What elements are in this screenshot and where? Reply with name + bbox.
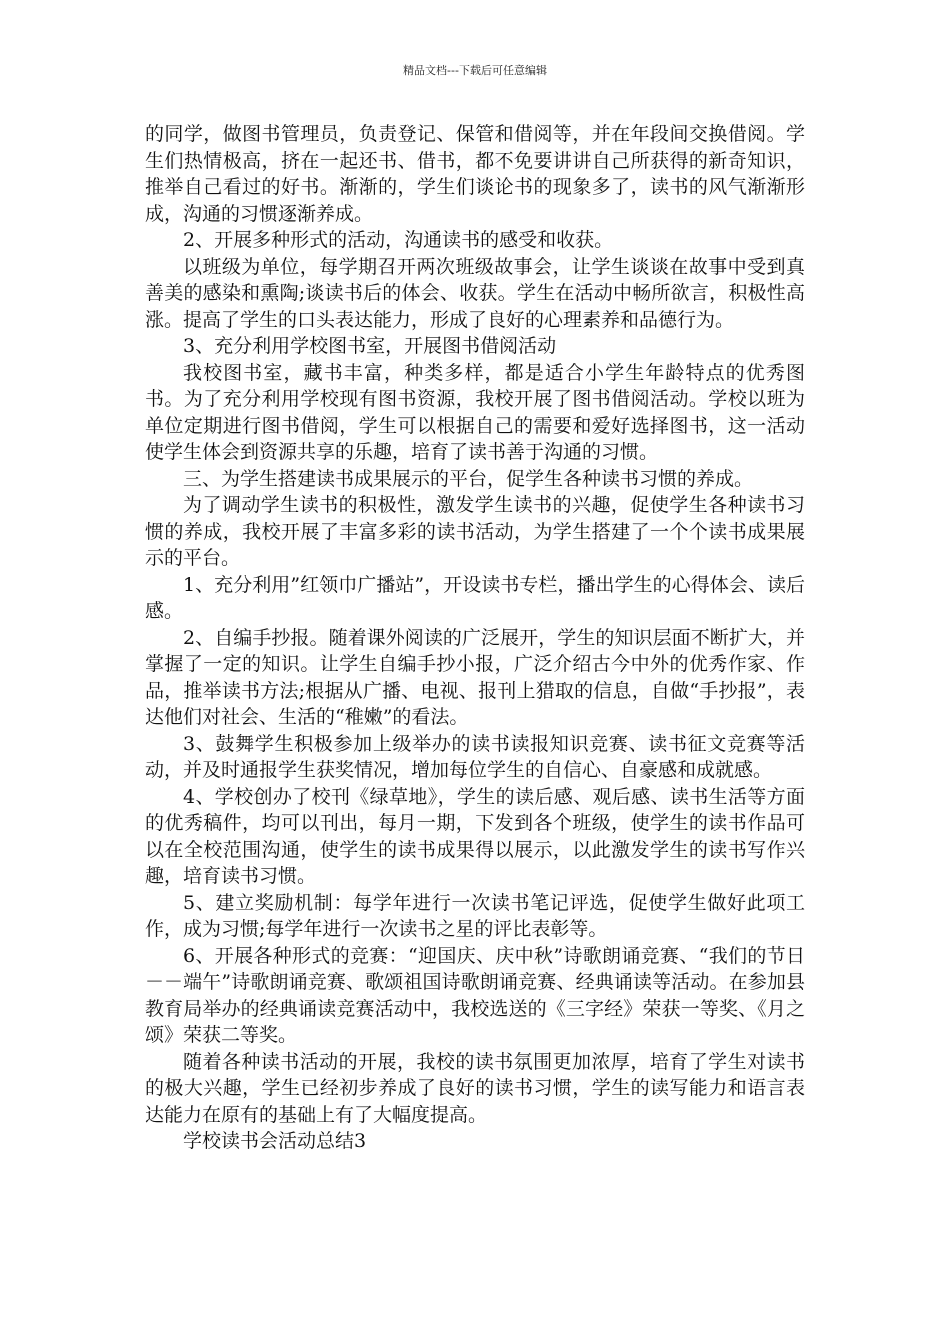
paragraph: 4、学校创办了校刊《绿草地》，学生的读后感、观后感、读书生活等方面的优秀稿件，均可以刊出，每月一期，下发到各个班级，使学生的读书作品可以在全校范围沟通，使学生的读书成果得以展示，以此激发学生的读书写作兴趣，培育读书习惯。 — [145, 785, 805, 887]
paragraph: 为了调动学生读书的积极性，激发学生读书的兴趣，促使学生各种读书习惯的养成，我校开展了丰富多彩的读书活动，为学生搭建了一个个读书成果展示的平台。 — [145, 494, 805, 569]
paragraph: 3、鼓舞学生积极参加上级举办的读书读报知识竞赛、读书征文竞赛等活动，并及时通报学生获奖情况，增加每位学生的自信心、自豪感和成就感。 — [145, 732, 805, 781]
paragraph: 的同学，做图书管理员，负责登记、保管和借阅等，并在年段间交换借阅。学生们热情极高，挤在一起还书、借书，都不免要讲讲自己所获得的新奇知识，推举自己看过的好书。渐渐的，学生们谈论书的现象多了，读书的风气渐渐形成，沟通的习惯逐渐养成。 — [145, 123, 805, 225]
paragraph: 2、自编手抄报。随着课外阅读的广泛展开，学生的知识层面不断扩大，并掌握了一定的知识。让学生自编手抄小报，广泛介绍古今中外的优秀作家、作品，推举读书方法;根据从广播、电视、报刊上猎取的信息，自做“手抄报”，表达他们对社会、生活的“稚嫩”的看法。 — [145, 626, 805, 728]
paragraph: 随着各种读书活动的开展，我校的读书氛围更加浓厚，培育了学生对读书的极大兴趣，学生已经初步养成了良好的读书习惯，学生的读写能力和语言表达能力在原有的基础上有了大幅度提高。 — [145, 1050, 805, 1126]
paragraph: 5、建立奖励机制：每学年进行一次读书笔记评选，促使学生做好此项工作，成为习惯;每学年进行一次读书之星的评比表彰等。 — [145, 891, 805, 940]
paragraph: 我校图书室，藏书丰富，种类多样，都是适合小学生年龄特点的优秀图书。为了充分利用学校现有图书资源，我校开展了图书借阅活动。学校以班为单位定期进行图书借阅，学生可以根据自己的需要和爱好选择图书，这一活动使学生体会到资源共享的乐趣，培育了读书善于沟通的习惯。 — [145, 361, 805, 463]
document-title: 学校读书会活动总结3 — [183, 1130, 367, 1152]
page-header: 精品文档---下载后可任意编辑 — [403, 64, 547, 77]
body-text — [145, 121, 805, 1155]
paragraph: 以班级为单位，每学期召开两次班级故事会，让学生谈谈在故事中受到真善美的感染和熏陶;谈读书后的体会、收获。学生在活动中畅所欲言，积极性高涨。提高了学生的口头表达能力，形成了良好的心理素养和品德行为。 — [145, 255, 805, 331]
paragraph: 1、充分利用”红领巾广播站”，开设读书专栏，播出学生的心得体会、读后感。 — [145, 573, 805, 622]
paragraph: 3、充分利用学校图书室，开展图书借阅活动 — [183, 335, 557, 357]
paragraph: 6、开展各种形式的竞赛：“迎国庆、庆中秋”诗歌朗诵竞赛、“我们的节日－－端午”诗歌朗诵竞赛、歌颂祖国诗歌朗诵竞赛、经典诵读等活动。在参加县教育局举办的经典诵读竞赛活动中，我校选送的《三字经》荣获一等奖、《月之颂》荣获二等奖。 — [145, 944, 805, 1046]
paragraph: 2、开展多种形式的活动，沟通读书的感受和收获。 — [183, 229, 614, 251]
section-heading: 三、为学生搭建读书成果展示的平台，促学生各种读书习惯的养成。 — [183, 467, 754, 490]
